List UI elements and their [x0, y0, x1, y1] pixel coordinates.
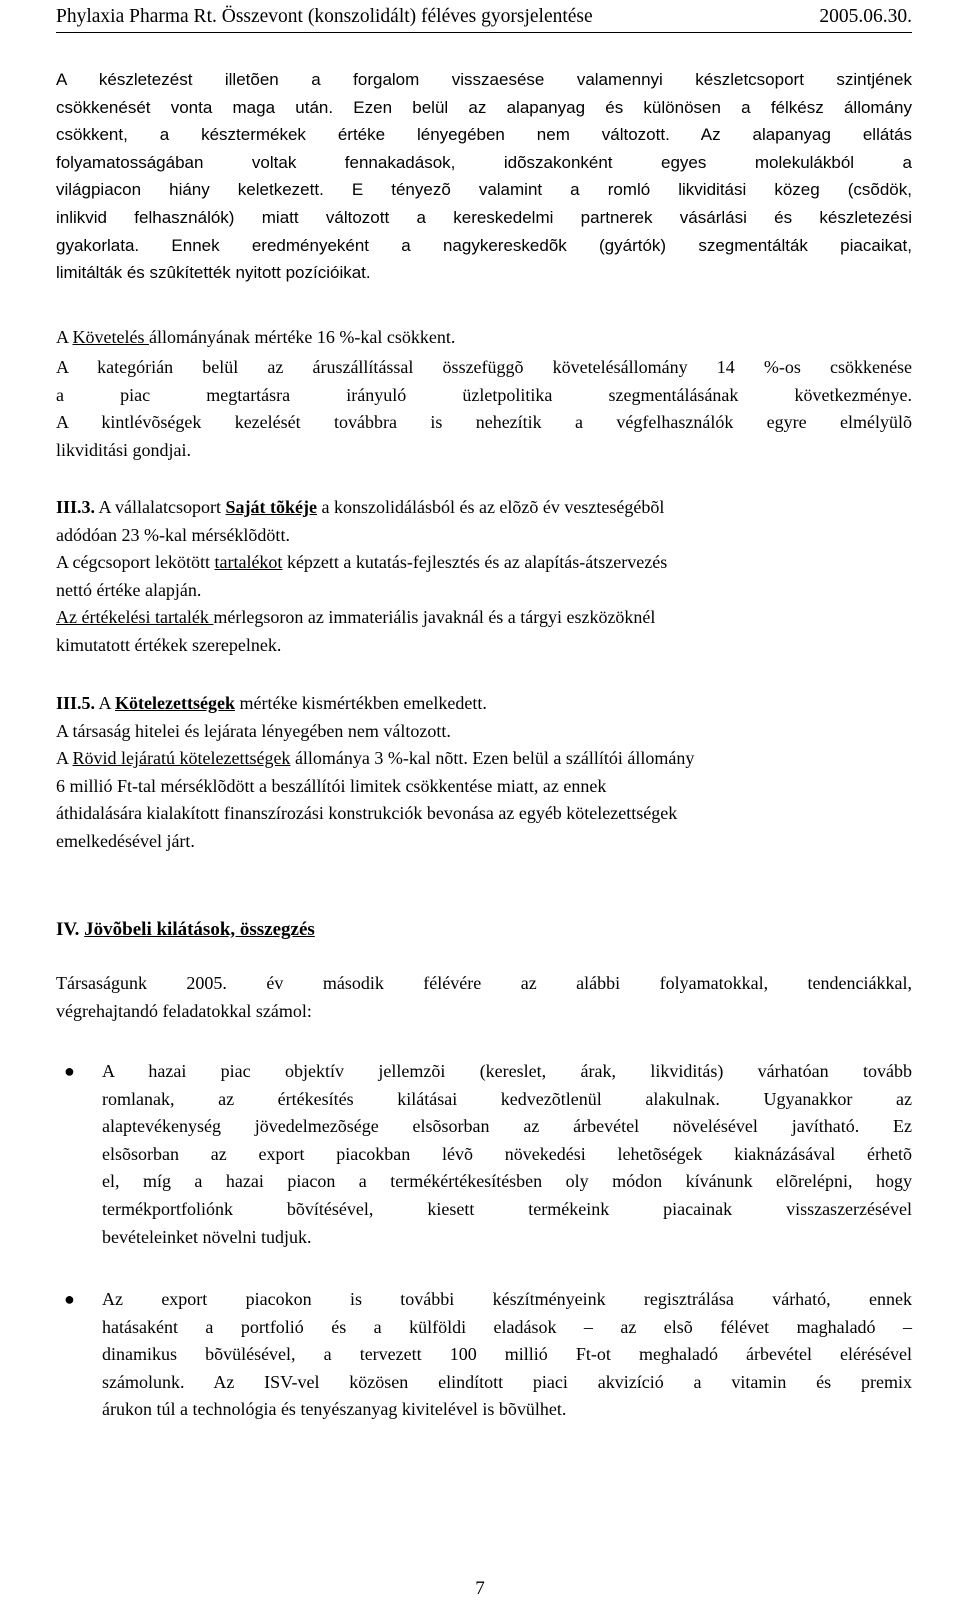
underlined-term: Az értékelési tartalék [56, 607, 214, 628]
text-line: 6 millió Ft-tal mérséklõdött a beszállítói limitek csökkentése miatt, az ennek [56, 775, 607, 796]
text-fragment: a konszolidálásból és az elõzõ év veszteségébõl [316, 497, 665, 517]
text-line: folyamatosságában voltak fennakadások, idõszakonként egyes molekulákból a [56, 152, 912, 172]
text-line: hatásaként a portfolió és a külföldi eladások – az elsõ félévet maghaladó – [102, 1316, 912, 1337]
text-fragment: képzett a kutatás-fejlesztés és az alapítás-átszervezés [282, 552, 668, 573]
text-line: gyakorlata. Ennek eredményeként a nagykereskedõk (gyártók) szegmentálták piacaikat, [56, 235, 912, 255]
text-line: adódóan 23 %-kal mérséklõdött. [56, 524, 290, 545]
text-line: inlikvid felhasználók) miatt változott a kereskedelmi partnerek vásárlási és készletezési [56, 207, 912, 227]
text-line: dinamikus bõvülésével, a tervezett 100 millió Ft-ot meghaladó árbevétel elérésével [102, 1344, 912, 1365]
bullet-icon: ● [64, 1061, 75, 1081]
text-line: A kategórián belül az áruszállítással összefüggõ követelésállomány 14 %-os csökkenése [56, 357, 912, 377]
text-line: el, míg a hazai piacon a termékértékesítésben oly módon kívánunk elõrelépni, hogy [102, 1171, 912, 1192]
text-line: A hazai piac objektív jellemzõi (kereslet, árak, likviditás) várhatóan tovább [102, 1061, 912, 1081]
text-line: limitálták és szûkítették nyitott pozícióikat. [56, 263, 371, 283]
page-header [56, 2, 912, 33]
text-line: áthidalására kialakított finanszírozási konstrukciók bevonása az egyéb kötelezettségek [56, 803, 678, 824]
text-fragment: A [95, 693, 116, 713]
section-title: Jövõbeli kilátások, összegzés [84, 919, 315, 940]
section-iv-intro [56, 970, 912, 1025]
underlined-term: Saját tõkéje [225, 497, 317, 517]
list-item [56, 1286, 912, 1436]
bullet-icon: ● [64, 1289, 75, 1309]
section-label: III.5. [56, 693, 96, 713]
text-line: A készletezést illetõen a forgalom visszaesése valamennyi készletcsoport szintjének [56, 70, 912, 89]
text-fragment: állománya 3 %-kal nõtt. Ezen belül a szállítói állomány [290, 748, 695, 769]
text-line: kimutatott értékek szerepelnek. [56, 634, 282, 655]
text-line: csökkent, a késztermékek értéke lényegében nem változott. Az alapanyag ellátás [56, 125, 912, 145]
section-label: III.3. [56, 497, 96, 517]
section-iv-heading [56, 916, 912, 944]
text-line: nettó értéke alapján. [56, 579, 202, 600]
text-line: likviditási gondjai. [56, 439, 191, 460]
underlined-term: tartalékot [214, 552, 283, 573]
text-fragment: A [56, 327, 73, 347]
text-line: világpiacon hiány keletkezett. E tényezõ valamint a romló likviditási közeg (csõdök, [56, 180, 912, 200]
text-line: A kintlévõségek kezelését továbbra is nehezítik a végfelhasználók egyre elmélyülõ [56, 412, 912, 433]
text-line: számolunk. Az ISV-vel közösen elindított piaci akvizíció a vitamin és premix [102, 1371, 912, 1392]
list-item [56, 1058, 912, 1258]
header-date: 2005.06.30. [819, 6, 912, 27]
text-fragment: A [56, 748, 73, 769]
section-label: IV. [56, 919, 80, 940]
text-line: elsõsorban az export piacokban lévõ növekedési lehetõségek kiaknázásával érhetõ [102, 1143, 912, 1164]
underlined-term: Követelés [72, 327, 149, 347]
text-line: A társaság hitelei és lejárata lényegében nem változott. [56, 720, 451, 741]
text-line: árukon túl a technológia és tenyészanyag kivitelével is bõvülhet. [102, 1399, 567, 1420]
page-number: 7 [475, 1578, 485, 1599]
text-line: bevételeinket növelni tudjuk. [102, 1226, 312, 1247]
text-line: végrehajtandó feladatokkal számol: [56, 1000, 312, 1021]
text-line [56, 324, 912, 352]
text-line: termékportfoliónk bõvítésével, kiesett termékeink piacainak visszaszerzésével [102, 1198, 912, 1219]
text-line: romlanak, az értékesítés kilátásai kedvezõtlenül alakulnak. Ugyanakkor az [102, 1088, 912, 1109]
paragraph-inventory [56, 66, 912, 287]
text-line: Az export piacokon is további készítményeink regisztrálása várható, ennek [102, 1289, 912, 1309]
text-line: alaptevékenység jövedelmezõsége elsõsorban az árbevétel növelésével javítható. Ez [102, 1116, 912, 1137]
section-iii-3 [56, 494, 912, 660]
text-line: Társaságunk 2005. év második félévére az alábbi folyamatokkal, tendenciákkal, [56, 973, 912, 993]
text-line: emelkedésével járt. [56, 830, 195, 851]
paragraph-claims [56, 324, 912, 352]
paragraph-claims-detail [56, 354, 912, 464]
text-fragment: A cégcsoport lekötött [56, 552, 215, 573]
text-fragment: mértéke kismértékben emelkedett. [234, 693, 487, 713]
underlined-term: Rövid lejáratú kötelezettségek [72, 748, 291, 769]
section-iii-5 [56, 690, 912, 856]
text-fragment: mérlegsoron az immateriális javaknál és a tárgyi eszközöknél [213, 607, 656, 628]
text-fragment: A vállalatcsoport [95, 497, 226, 517]
text-fragment: állományának mértéke 16 %-kal csökkent. [149, 327, 456, 347]
text-line: a piac megtartásra irányuló üzletpolitika szegmentálásának következménye. [56, 384, 912, 405]
underlined-term: Kötelezettségek [115, 693, 235, 713]
text-line: csökkenését vonta maga után. Ezen belül az alapanyag és különösen a félkész állomány [56, 97, 912, 117]
header-title: Phylaxia Pharma Rt. Összevont (konszolidált) féléves gyorsjelentése [56, 6, 593, 27]
